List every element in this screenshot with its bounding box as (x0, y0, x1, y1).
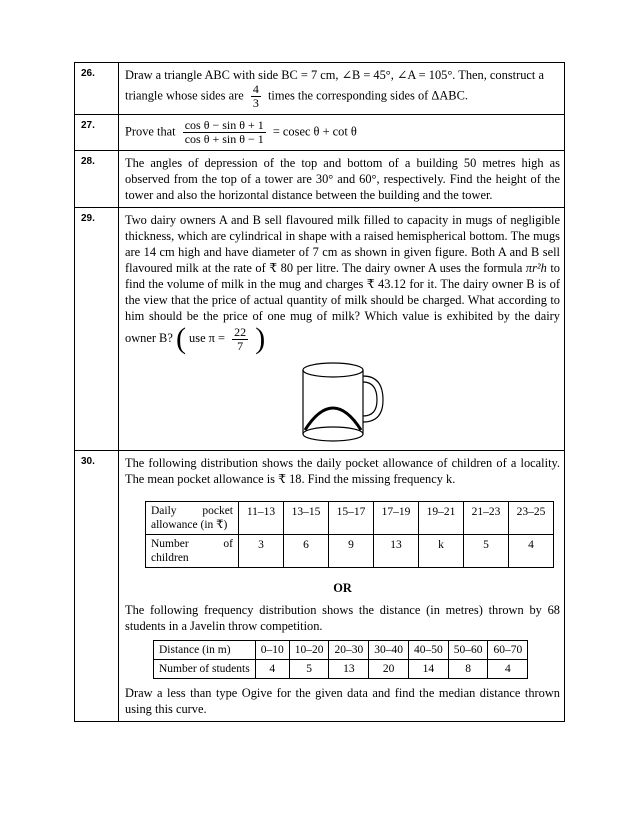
or-separator: OR (333, 581, 352, 595)
question-body (119, 208, 564, 450)
question-text-line (125, 83, 560, 110)
table-cell: 21–23 (464, 502, 509, 535)
table-cell: 5 (464, 535, 509, 568)
close-paren: ) (255, 322, 266, 355)
question-row-27 (75, 115, 564, 151)
question-row-28 (75, 151, 564, 208)
table-cell: 6 (284, 535, 329, 568)
fraction-denominator: 3 (252, 96, 259, 110)
question-body (119, 451, 564, 721)
table-header-cell: Number of students (154, 660, 256, 679)
table-row (154, 641, 528, 660)
text-segment: Prove that (125, 124, 176, 139)
fraction (232, 326, 248, 353)
question-paragraph: The following distribution shows the daily pocket allowance of children of a locality. The mean pocket allowance is ₹ 18. Find the missing frequency k. (125, 456, 560, 486)
open-paren: ( (175, 322, 186, 355)
text-segment: Two dairy owners A and B sell flavoured milk filled to capacity in mugs of negligible thickness, which are cylindrical in shape with a raised hemispherical bottom. The mugs are 14 cm high and have diameter of 7 cm as shown in given figure. Both A and B sell flavoured milk at the rate of ₹ 80 per litre. The dairy owner A uses the formula (125, 213, 560, 275)
fraction-numerator: cos θ − sin θ + 1 (184, 118, 264, 132)
question-number: 27. (75, 115, 119, 150)
table-cell: 13 (329, 660, 369, 679)
table-cell: 9 (329, 535, 374, 568)
question-body (119, 115, 564, 150)
table-cell: 50–60 (448, 641, 488, 660)
question-sheet (74, 62, 565, 722)
table-cell: 3 (239, 535, 284, 568)
allowance-table (145, 501, 554, 568)
fraction-numerator: 4 (252, 82, 259, 96)
table-cell: 14 (408, 660, 448, 679)
table-cell: 15–17 (329, 502, 374, 535)
question-body (119, 63, 564, 114)
table-cell: 4 (255, 660, 289, 679)
formula: πr²h (525, 261, 547, 275)
text-segment: triangle whose sides are (125, 88, 244, 103)
question-text: The angles of depression of the top and bottom of a building 50 metres high as observed from the top of a tower are 30° and 60°, respectively. Find the height of the tower and also the horizontal distance between the building and the tower. (125, 156, 560, 202)
text-segment: times the corresponding sides of ΔABC. (267, 88, 468, 103)
table-row (146, 535, 554, 568)
table-cell: 20–30 (329, 641, 369, 660)
text-segment: use π = (189, 330, 226, 345)
question-number: 28. (75, 151, 119, 207)
table-cell: 23–25 (509, 502, 554, 535)
fraction (251, 83, 261, 110)
fraction-denominator: cos θ + sin θ − 1 (184, 132, 264, 146)
table-cell: k (419, 535, 464, 568)
table-cell: 4 (509, 535, 554, 568)
table-cell: 17–19 (374, 502, 419, 535)
table-cell: 4 (488, 660, 528, 679)
table-cell: 13 (374, 535, 419, 568)
question-number: 26. (75, 63, 119, 114)
question-number: 30. (75, 451, 119, 721)
javelin-table (153, 640, 528, 679)
question-text-line: Draw a triangle ABC with side BC = 7 cm, ∠B = 45°, ∠A = 105°. Then, construct a (125, 68, 544, 82)
question-row-30 (75, 451, 564, 721)
table-cell: 19–21 (419, 502, 464, 535)
table-header-cell: Distance (in m) (154, 641, 256, 660)
question-paragraph (125, 212, 560, 354)
table-cell: 20 (369, 660, 409, 679)
fraction-denominator: 7 (237, 338, 244, 353)
table-cell: 8 (448, 660, 488, 679)
question-paragraph: Draw a less than type Ogive for the given data and find the median distance thrown using this curve. (125, 686, 560, 716)
fraction (183, 119, 266, 146)
table-cell: 11–13 (239, 502, 284, 535)
table-cell: 30–40 (369, 641, 409, 660)
table-cell: 13–15 (284, 502, 329, 535)
mug-figure (285, 360, 401, 444)
question-row-26 (75, 63, 564, 115)
question-paragraph: The following frequency distribution shows the distance (in metres) thrown by 68 students in a Javelin throw competition. (125, 603, 560, 633)
table-cell: 0–10 (255, 641, 289, 660)
table-header-cell: Number of children (146, 535, 239, 568)
fraction-numerator: 22 (234, 324, 247, 339)
table-header-cell: Daily pocket allowance (in ₹) (146, 502, 239, 535)
text-segment: = cosec θ + cot θ (272, 124, 357, 139)
table-cell: 60–70 (488, 641, 528, 660)
text-segment: to find the volume of milk in the mug and charges ₹ 43.12 for it. The dairy owner B is of the view that the price of actual quantity of milk should be charged. What according to him should be the price of one mug of milk? Which value is exhibited by the dairy owner B? (125, 261, 560, 345)
question-number: 29. (75, 208, 119, 450)
table-cell: 5 (289, 660, 329, 679)
table-row (154, 660, 528, 679)
table-cell: 40–50 (408, 641, 448, 660)
question-row-29 (75, 208, 564, 451)
table-cell: 10–20 (289, 641, 329, 660)
table-row (146, 502, 554, 535)
